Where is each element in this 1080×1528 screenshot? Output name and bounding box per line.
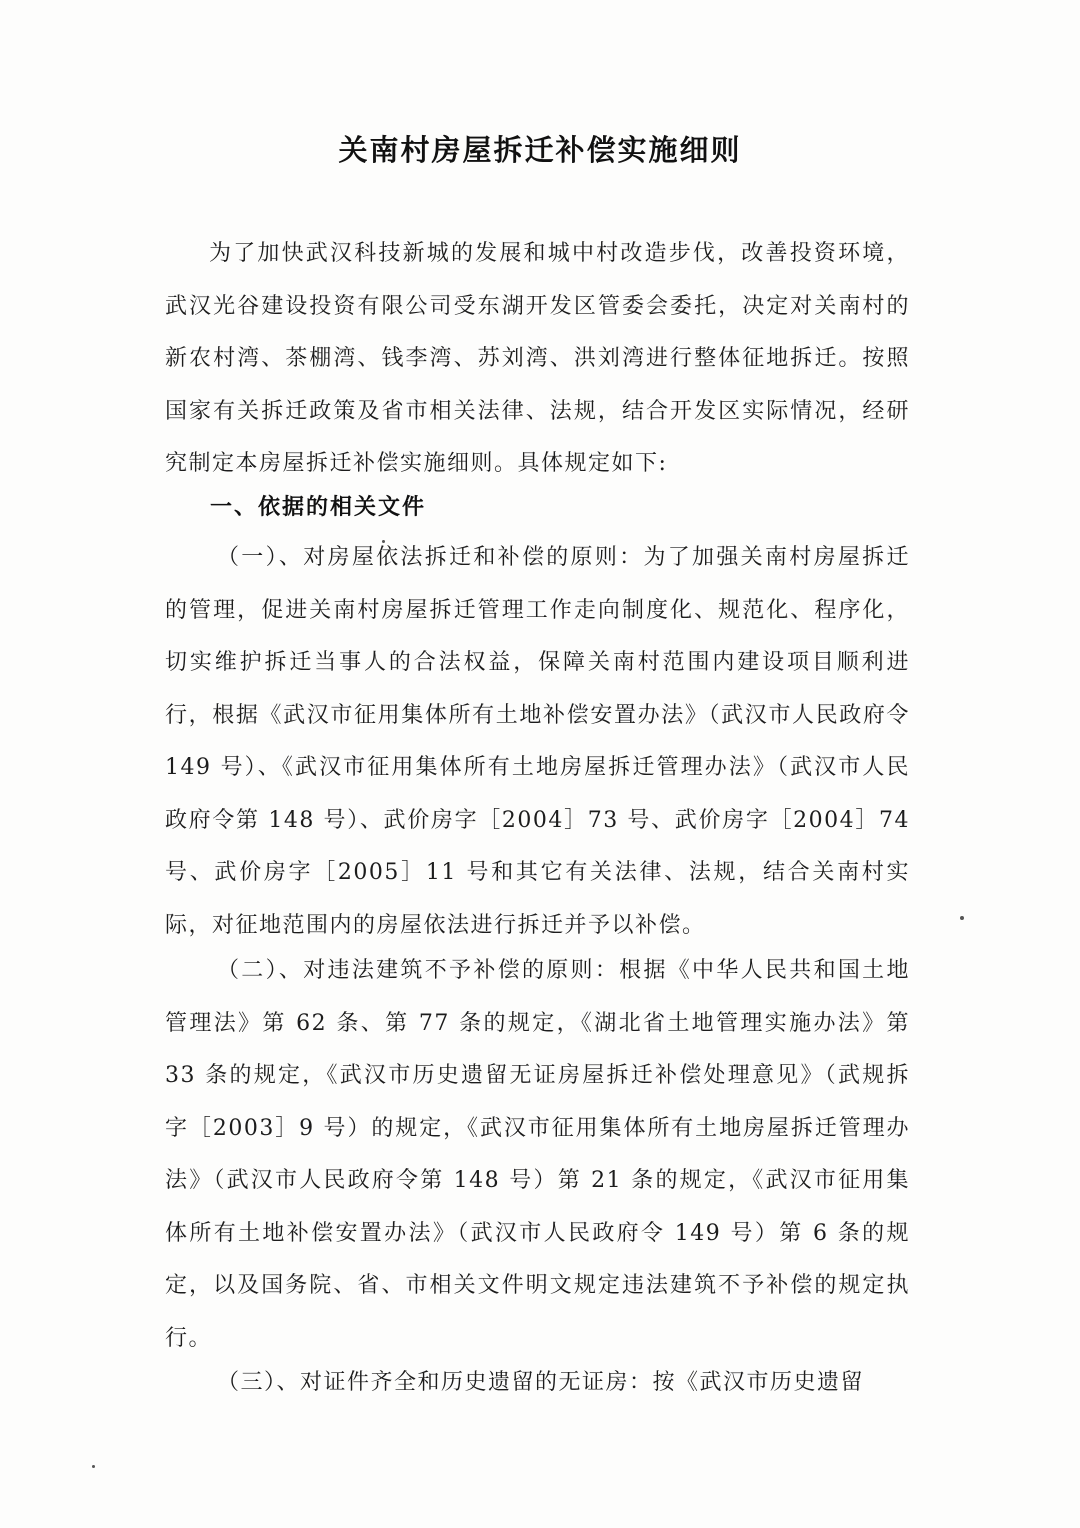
section-heading: 一、依据的相关文件 — [210, 495, 427, 520]
paragraph-3-block — [165, 1357, 910, 1410]
document-title: 关南村房屋拆迁补偿实施细则 — [338, 133, 742, 167]
scan-speck — [960, 916, 964, 920]
paragraph-2-block — [165, 945, 910, 1365]
paragraph-1-block — [165, 532, 910, 952]
paragraph-1: （一）、对房屋依法拆迁和补偿的原则：为了加强关南村房屋拆迁的管理，促进关南村房屋拆迁管理工作走向制度化、规范化、程序化，切实维护拆迁当事人的合法权益，保障关南村范围内建设项目顺利进行，根据《武汉市征用集体所有土地补偿安置办法》（武汉市人民政府令 149 号）、《武汉市征用集体所有土地房屋拆迁管理办法》（武汉市人民政府令第 148 号）、武价房字［2004］73 号、武价房字［2004］74 号、武价房字［2005］11 号和其它有关法律、法规，结合关南村实际，对征地范围内的房屋依法进行拆迁并予以补偿。 — [165, 545, 910, 938]
scan-speck — [92, 1465, 95, 1468]
scan-speck — [382, 540, 385, 543]
intro-paragraph-block — [165, 228, 910, 491]
intro-paragraph: 为了加快武汉科技新城的发展和城中村改造步伐，改善投资环境，武汉光谷建设投资有限公司受东湖开发区管委会委托，决定对关南村的新农村湾、茶棚湾、钱李湾、苏刘湾、洪刘湾进行整体征地拆迁。按照国家有关拆迁政策及省市相关法律、法规，结合开发区实际情况，经研究制定本房屋拆迁补偿实施细则。具体规定如下: — [165, 241, 910, 476]
paragraph-2: （二）、对违法建筑不予补偿的原则：根据《中华人民共和国土地管理法》第 62 条、第 77 条的规定，《湖北省土地管理实施办法》第 33 条的规定，《武汉市历史遗留无证房屋拆迁补偿处理意见》（武规拆字［2003］9 号）的规定，《武汉市征用集体所有土地房屋拆迁管理办法》（武汉市人民政府令第 148 号）第 21 条的规定，《武汉市征用集体所有土地补偿安置办法》（武汉市人民政府令 149 号）第 6 条的规定，以及国务院、省、市相关文件明文规定违法建筑不予补偿的规定执行。 — [165, 958, 910, 1351]
paragraph-3: （三）、对证件齐全和历史遗留的无证房：按《武汉市历史遗留 — [217, 1370, 865, 1395]
